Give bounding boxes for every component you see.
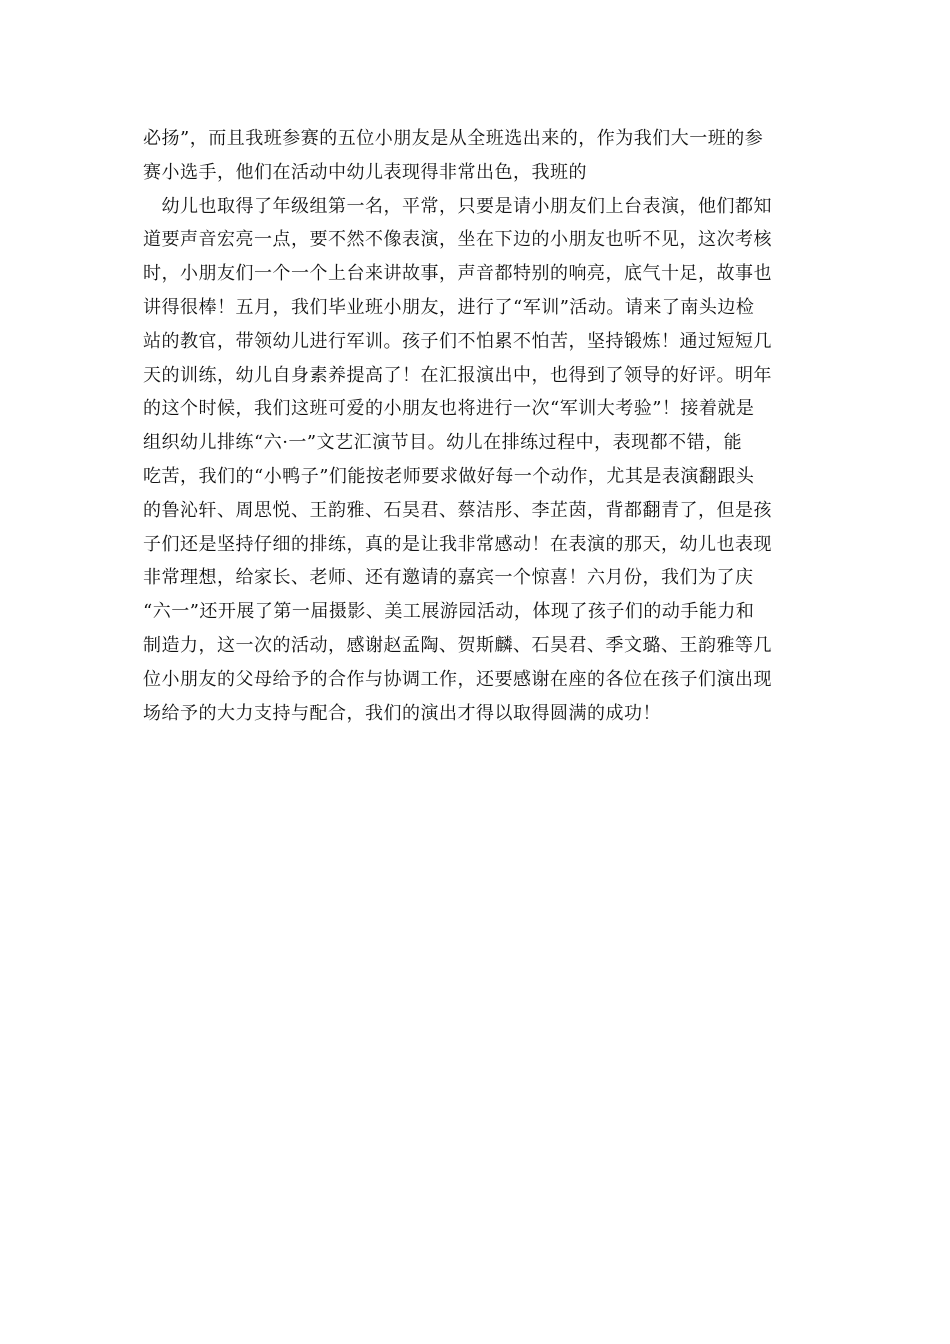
- body-text: [143, 122, 813, 730]
- text-line: 讲得很棒！五月，我们毕业班小朋友，进行了“军训”活动。请来了南头边检: [143, 296, 755, 318]
- text-line: 赛小选手，他们在活动中幼儿表现得非常出色，我班的: [143, 161, 587, 183]
- text-line: 制造力，这一次的活动，感谢赵孟陶、贺斯麟、石昊君、季文璐、王韵雅等几: [143, 634, 772, 656]
- text-line: 场给予的大力支持与配合，我们的演出才得以取得圆满的成功！: [143, 702, 661, 724]
- text-line: 吃苦，我们的“小鸭子”们能按老师要求做好每一个动作，尤其是表演翻跟头: [143, 465, 755, 487]
- text-line: 的鲁沁轩、周思悦、王韵雅、石昊君、蔡洁彤、李芷茵，背都翻青了，但是孩: [143, 499, 772, 521]
- text-line: 幼儿也取得了年级组第一名，平常，只要是请小朋友们上台表演，他们都知: [143, 195, 772, 217]
- text-line: 的这个时候，我们这班可爱的小朋友也将进行一次“军训大考验”！接着就是: [143, 398, 755, 420]
- text-line: 位小朋友的父母给予的合作与协调工作，还要感谢在座的各位在孩子们演出现: [143, 668, 772, 690]
- text-line: 道要声音宏亮一点，要不然不像表演，坐在下边的小朋友也听不见，这次考核: [143, 229, 772, 251]
- text-line: 必扬”，而且我班参赛的五位小朋友是从全班选出来的，作为我们大一班的参: [143, 128, 764, 149]
- text-line: 子们还是坚持仔细的排练，真的是让我非常感动！在表演的那天，幼儿也表现: [143, 533, 772, 555]
- text-line: 非常理想，给家长、老师、还有邀请的嘉宾一个惊喜！六月份，我们为了庆: [143, 567, 754, 589]
- text-line: “六一”还开展了第一届摄影、美工展游园活动，体现了孩子们的动手能力和: [143, 601, 755, 623]
- text-line: 站的教官，带领幼儿进行军训。孩子们不怕累不怕苦，坚持锻炼！通过短短几: [143, 330, 772, 352]
- text-line: 天的训练，幼儿自身素养提高了！在汇报演出中，也得到了领导的好评。明年: [143, 364, 772, 386]
- text-line: 组织幼儿排练“六·一”文艺汇演节目。幼儿在排练过程中，表现都不错，能: [143, 432, 743, 454]
- text-line: 时，小朋友们一个一个上台来讲故事，声音都特别的响亮，底气十足，故事也: [143, 263, 772, 285]
